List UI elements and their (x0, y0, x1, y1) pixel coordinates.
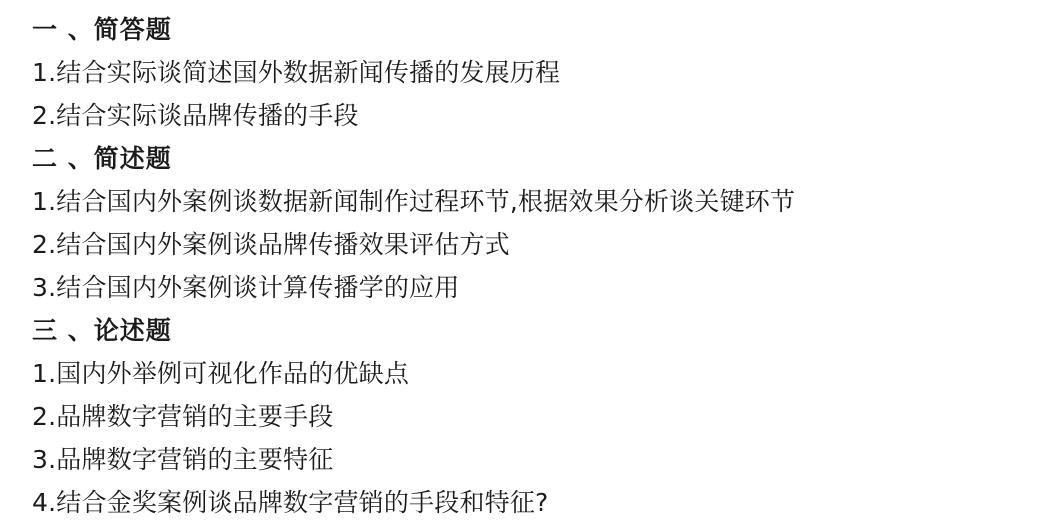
section-heading: 二 、简述题 (32, 144, 172, 173)
question-item: 2.结合国内外案例谈品牌传播效果评估方式 (32, 230, 510, 259)
question-item: 1.结合国内外案例谈数据新闻制作过程环节,根据效果分析谈关键环节 (32, 187, 796, 216)
question-item: 2.品牌数字营销的主要手段 (32, 402, 334, 431)
question-item: 3.结合国内外案例谈计算传播学的应用 (32, 273, 460, 302)
question-item: 1.结合实际谈简述国外数据新闻传播的发展历程 (32, 58, 561, 87)
question-item: 4.结合金奖案例谈品牌数字营销的手段和特征? (32, 488, 549, 517)
question-item: 1.国内外举例可视化作品的优缺点 (32, 359, 410, 388)
question-item: 3.品牌数字营销的主要特征 (32, 445, 334, 474)
question-item: 2.结合实际谈品牌传播的手段 (32, 101, 359, 130)
section-heading: 三 、论述题 (32, 316, 172, 345)
section-heading: 一 、简答题 (32, 15, 172, 44)
